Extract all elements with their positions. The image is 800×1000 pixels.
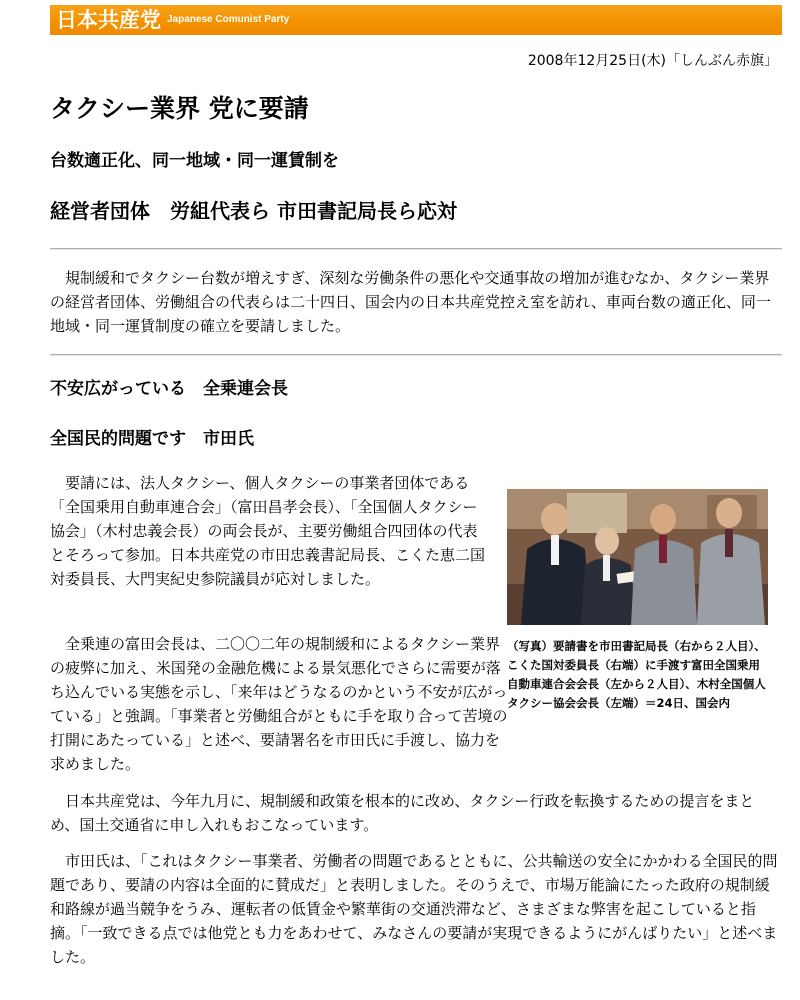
divider-bottom [50, 354, 782, 356]
site-header-bar [50, 5, 782, 35]
article-paragraph: 全乗連の富田会長は、二〇〇二年の規制緩和によるタクシー業界の疲弊に加え、米国発の金融危機による景気悪化でさらに需要が落ち込んでいる実態を示し、「来年はどうなるのかという不安が広がっている」と強調。「事業者と労働組合がともに手を取り合って苦境の打開にあたっている」と述べ、要請署名を市田氏に手渡し、協力を求めました。 [50, 635, 508, 773]
article-paragraph: 市田氏は、「これはタクシー事業者、労働者の問題であるとともに、公共輸送の安全にかかわる全国民的問題であり、要請の内容は全面的に賛成だ」と表明しました。そのうえで、市場万能論にたった政府の規制緩和路線が過当競争をうみ、運転者の低賃金や繁華街の交通渋滞など、さまざまな弊害を起こしていると指摘。「一致できる点では他党とも力をあわせて、みなさんの要請が実現できるようにがんばりたい」と述べました。 [50, 852, 778, 966]
article-subtitle-2: 経営者団体 労組代表ら 市田書記局長ら応対 [50, 199, 457, 223]
article-paragraph: 日本共産党は、今年九月に、規制緩和政策を根本的に改め、タクシー行政を転換するための提言をまとめ、国土交通省に申し入れもおこなっています。 [50, 792, 755, 834]
article-subtitle-1: 台数適正化、同一地域・同一運賃制を [50, 151, 339, 171]
article-paragraph: 要請には、法人タクシー、個人タクシーの事業者団体である「全国乗用自動車連合会」（富田昌孝会長）、「全国個人タクシー協会」（木村忠義会長）の両会長が、主要労働組合四団体の代表とそろって参加。日本共産党の市田忠義書記局長、こくた恵二国対委員長、大門実紀史参院議員が応対しました。 [50, 474, 486, 588]
article-title: タクシー業界 党に要請 [50, 94, 309, 123]
article-lead: 規制緩和でタクシー台数が増えすぎ、深刻な労働条件の悪化や交通事故の増加が進むなか、タクシー業界の経営者団体、労働組合の代表らは二十四日、国会内の日本共産党控え室を訪れ、車両台数の適正化、同一地域・同一運賃制度の確立を要請しました。 [50, 269, 771, 335]
site-logo[interactable]: 日本共産党 [56, 8, 161, 32]
article-photo [507, 489, 768, 625]
divider-top [50, 248, 782, 250]
photo-caption: （写真）要請書を市田書記局長（右から２人目）、こくた国対委員長（右端）に手渡す富田全国乗用自動車連合会会長（左から２人目）、木村全国個人タクシー協会会長（左端）＝24日、国会内 [507, 639, 766, 710]
section-heading-2: 全国民的問題です 市田氏 [50, 429, 254, 449]
section-heading-1: 不安広がっている 全乗連会長 [50, 379, 288, 399]
site-logo-subtext: Japanese Comunist Party [167, 14, 290, 25]
article-dateline: 2008年12月25日(木)「しんぶん赤旗」 [527, 53, 778, 69]
